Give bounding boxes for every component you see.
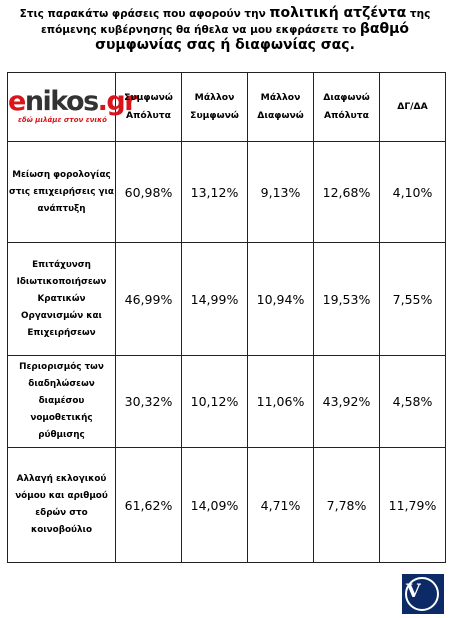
intro-highlight-agenda: πολιτική ατζέντα	[269, 5, 407, 21]
table-cell: 14,09%	[182, 448, 248, 563]
table-cell: 14,99%	[182, 243, 248, 356]
row-label: Περιορισμός των διαδηλώσεων διαμέσου νομοθετικής ρύθμισης	[8, 356, 116, 448]
header-agree-fully: Συμφωνώ Απόλυτα	[116, 73, 182, 142]
table-cell: 7,78%	[314, 448, 380, 563]
table-cell: 12,68%	[314, 142, 380, 243]
table-row	[8, 243, 446, 356]
table-cell: 46,99%	[116, 243, 182, 356]
logo-tagline: εδώ μιλάμε στον ενικό	[18, 115, 107, 124]
logo-cell	[8, 73, 137, 142]
table-cell: 11,79%	[380, 448, 446, 563]
table-row	[8, 142, 446, 243]
intro-part2: της επόμενης κυβέρνησης θα ήθελα να μου εκφράσετε το	[40, 8, 431, 36]
intro-highlight-degree: βαθμό	[359, 21, 410, 37]
table-cell: 7,55%	[380, 243, 446, 356]
table-cell: 19,53%	[314, 243, 380, 356]
table-cell: 60,98%	[116, 142, 182, 243]
table-cell: 13,12%	[182, 142, 248, 243]
header-rather-agree: Μάλλον Συμφωνώ	[182, 73, 248, 142]
table-cell: 11,06%	[248, 356, 314, 448]
table-row	[8, 448, 446, 563]
pollster-logo-mark: V	[406, 580, 421, 602]
pollster-logo	[402, 574, 444, 614]
intro-text	[4, 6, 446, 54]
row-label: Αλλαγή εκλογικού νόμου και αριθμού εδρών στο κοινοβούλιο	[8, 448, 116, 563]
table-cell: 10,94%	[248, 243, 314, 356]
intro-part3: συμφωνίας σας ή διαφωνίας σας.	[95, 37, 355, 53]
table-cell: 30,32%	[116, 356, 182, 448]
table-cell: 61,62%	[116, 448, 182, 563]
table-cell: 4,58%	[380, 356, 446, 448]
table-cell: 4,10%	[380, 142, 446, 243]
table-cell: 4,71%	[248, 448, 314, 563]
intro-part1: Στις παρακάτω φράσεις που αφορούν την	[19, 8, 270, 20]
enikos-logo: enikos.gr εδώ μιλάμε στον ενικό	[8, 85, 137, 124]
header-rather-disagree: Μάλλον Διαφωνώ	[248, 73, 314, 142]
table-cell: 10,12%	[182, 356, 248, 448]
header-dk-na: ΔΓ/ΔΑ	[380, 73, 446, 142]
table-row	[8, 356, 446, 448]
table-cell: 43,92%	[314, 356, 380, 448]
header-disagree-fully: Διαφωνώ Απόλυτα	[314, 73, 380, 142]
row-label: Επιτάχυνση Ιδιωτικοποιήσεων Κρατικών Οργανισμών και Επιχειρήσεων	[8, 243, 116, 356]
header-row	[8, 73, 446, 142]
survey-table	[7, 72, 446, 563]
row-label: Μείωση φορολογίας στις επιχειρήσεις για ανάπτυξη	[8, 142, 116, 243]
table-cell: 9,13%	[248, 142, 314, 243]
